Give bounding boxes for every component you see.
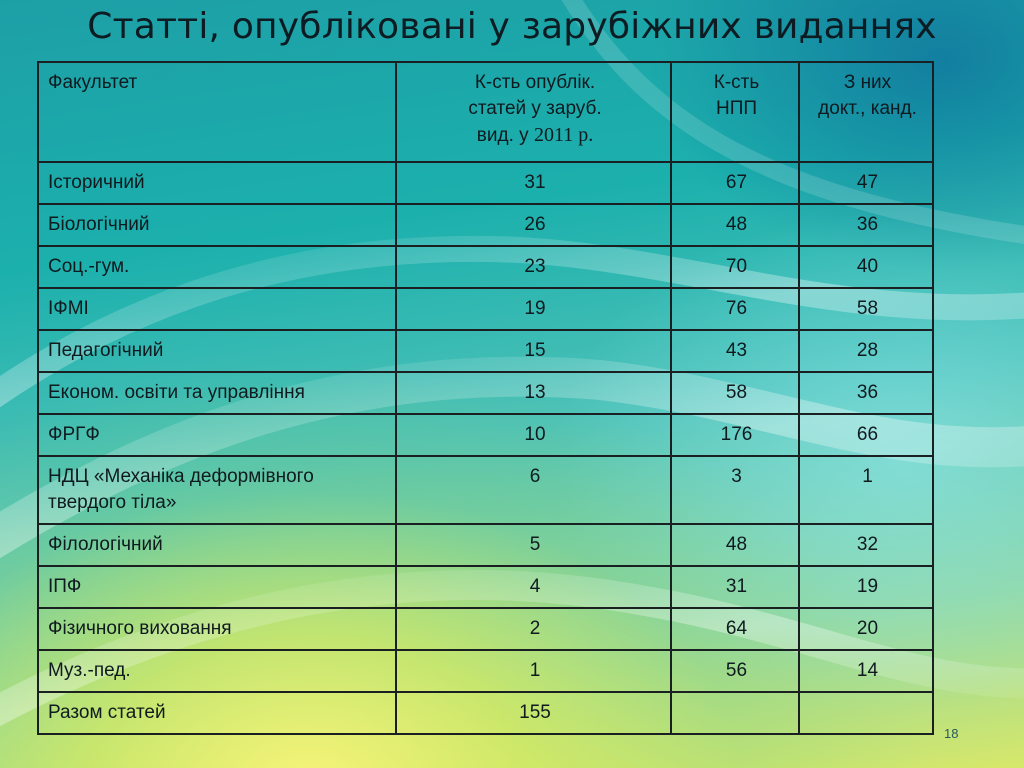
header-staff [671, 62, 799, 162]
degree-cell: 1 [799, 456, 933, 524]
staff-cell: 48 [671, 204, 799, 246]
header-published-year: 2011 р. [533, 124, 594, 146]
published-cell: 155 [396, 692, 671, 734]
table-row [38, 372, 933, 414]
header-degree [799, 62, 933, 162]
degree-cell: 14 [799, 650, 933, 692]
table-row-total [38, 692, 933, 734]
table-row [38, 524, 933, 566]
published-cell: 19 [396, 288, 671, 330]
table-row [38, 414, 933, 456]
degree-cell: 40 [799, 246, 933, 288]
staff-cell: 43 [671, 330, 799, 372]
staff-cell: 64 [671, 608, 799, 650]
faculty-cell: Економ. освіти та управління [38, 372, 396, 414]
faculty-cell: Філологічний [38, 524, 396, 566]
table-row [38, 608, 933, 650]
published-cell: 13 [396, 372, 671, 414]
staff-cell: 56 [671, 650, 799, 692]
slide-title: Статті, опубліковані у зарубіжних виданнях [87, 6, 937, 47]
faculty-cell: ФРГФ [38, 414, 396, 456]
staff-cell: 48 [671, 524, 799, 566]
published-cell: 6 [396, 456, 671, 524]
staff-cell: 67 [671, 162, 799, 204]
published-cell: 5 [396, 524, 671, 566]
table-row [38, 288, 933, 330]
degree-cell: 28 [799, 330, 933, 372]
degree-cell: 32 [799, 524, 933, 566]
header-degree-line1: З них [843, 72, 892, 93]
degree-cell: 36 [799, 372, 933, 414]
table-row [38, 330, 933, 372]
faculty-cell: НДЦ «Механіка деформівного твердого тіла» [38, 456, 396, 524]
degree-cell: 58 [799, 288, 933, 330]
header-published-line3 [406, 122, 664, 149]
header-degree-line2: докт., канд. [818, 98, 917, 119]
faculty-cell: Муз.-пед. [38, 650, 396, 692]
header-published-line1: К-сть опублік. [474, 72, 596, 93]
staff-cell: 3 [671, 456, 799, 524]
page-number: 18 [944, 726, 959, 741]
header-published-prefix: вид. у [476, 125, 534, 146]
faculty-cell: ІПФ [38, 566, 396, 608]
faculty-cell: Фізичного виховання [38, 608, 396, 650]
faculty-cell: Соц.-гум. [38, 246, 396, 288]
table-row [38, 566, 933, 608]
header-faculty: Факультет [38, 62, 396, 162]
published-cell: 15 [396, 330, 671, 372]
faculty-cell: Історичний [38, 162, 396, 204]
published-cell: 10 [396, 414, 671, 456]
faculty-cell: ІФМІ [38, 288, 396, 330]
staff-cell: 70 [671, 246, 799, 288]
faculty-cell: Разом статей [38, 692, 396, 734]
table-row [38, 650, 933, 692]
staff-cell: 76 [671, 288, 799, 330]
published-cell: 31 [396, 162, 671, 204]
header-published [396, 62, 671, 162]
published-cell: 4 [396, 566, 671, 608]
faculty-cell: Педагогічний [38, 330, 396, 372]
table-row [38, 456, 933, 524]
published-cell: 2 [396, 608, 671, 650]
header-staff-line2: НПП [715, 98, 758, 119]
degree-cell: 36 [799, 204, 933, 246]
table-header-row [38, 62, 933, 162]
degree-cell: 47 [799, 162, 933, 204]
staff-cell: 31 [671, 566, 799, 608]
staff-cell [671, 692, 799, 734]
staff-cell: 58 [671, 372, 799, 414]
table-row [38, 204, 933, 246]
staff-cell: 176 [671, 414, 799, 456]
degree-cell: 20 [799, 608, 933, 650]
header-published-line2: статей у заруб. [468, 98, 602, 119]
degree-cell [799, 692, 933, 734]
published-cell: 1 [396, 650, 671, 692]
articles-table [37, 61, 934, 735]
header-staff-line1: К-сть [713, 72, 760, 93]
faculty-cell: Біологічний [38, 204, 396, 246]
table-row [38, 246, 933, 288]
degree-cell: 66 [799, 414, 933, 456]
published-cell: 26 [396, 204, 671, 246]
table-row [38, 162, 933, 204]
degree-cell: 19 [799, 566, 933, 608]
published-cell: 23 [396, 246, 671, 288]
